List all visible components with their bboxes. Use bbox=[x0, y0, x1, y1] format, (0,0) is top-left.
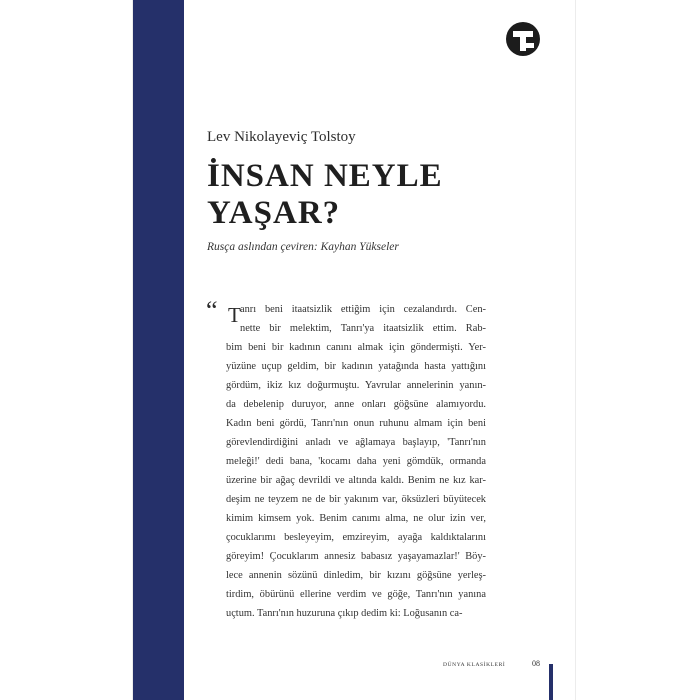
excerpt-line: uçtum. Tanrı'nın huzuruna çıkıp dedim ki: Loğusanın ca- bbox=[226, 608, 463, 619]
excerpt-line: tirdim, öbürünü ellerine verdim ve göğe, Tanrı'nın yanına bbox=[226, 589, 486, 600]
excerpt-line: görevlendirdiğini anladı ve ağlamaya başlayıp, 'Tanrı'nın bbox=[226, 437, 486, 448]
opening-quote-mark: “ bbox=[206, 296, 218, 325]
page-number: 08 bbox=[532, 659, 540, 668]
excerpt-line: üzerine bir ağaç devrildi ve altında kaldı. Benim ne kız kar- bbox=[226, 475, 486, 486]
title-line-1: İNSAN NEYLE bbox=[207, 158, 443, 194]
excerpt-line: göreyim! Çocuklarım annesiz babasız yaşayamazlar!' Böy- bbox=[226, 551, 486, 562]
title-line-2: YAŞAR? bbox=[207, 195, 341, 231]
author-name: Lev Nikolayeviç Tolstoy bbox=[207, 129, 356, 145]
excerpt-line: çocuklarımı besleyeyim, emzireyim, ayağa kaldıktalarını bbox=[226, 532, 486, 543]
cover-spine-band bbox=[133, 0, 184, 700]
excerpt-line: bim beni bir kadının canını almak için göndermişti. Yer- bbox=[226, 342, 486, 353]
translator-credit: Rusça aslından çeviren: Kayhan Yükseler bbox=[207, 241, 399, 253]
excerpt-line: nette bir melektim, Tanrı'ya itaatsizlik ettim. Rab- bbox=[240, 323, 486, 334]
excerpt-line: deşim ne teyzem ne de bir yakınım var, öksüzleri büyütecek bbox=[226, 494, 486, 505]
excerpt-line: Kadın beni gördü, Tanrı'nın onun ruhunu almam için beni bbox=[226, 418, 486, 429]
excerpt-line: da debelenip duruyor, anne onları göğsüne alamıyordu. bbox=[226, 399, 486, 410]
excerpt-line: kimim kimsem yok. Benim canımı alma, ne olur izin ver, bbox=[226, 513, 486, 524]
drop-cap: T bbox=[228, 303, 241, 327]
excerpt-text bbox=[226, 300, 486, 623]
excerpt-line: yüzüne uçup geldim, bir kadının yatağında hasta yattığını bbox=[226, 361, 486, 372]
excerpt-line: gördüm, ikiz kız doğurmuştu. Yavrular annelerinin yanın- bbox=[226, 380, 486, 391]
excerpt-line: lece annenin sözünü dinledim, bir kızını göğsüne yerleş- bbox=[226, 570, 486, 581]
excerpt-line: meleği!' dedi bana, 'kocamı daha yeni gömdük, ormanda bbox=[226, 456, 486, 467]
series-label: DÜNYA KLASİKLERİ bbox=[443, 662, 506, 668]
footer-accent-bar bbox=[549, 664, 553, 700]
book-title bbox=[207, 158, 443, 232]
excerpt-line: anrı beni itaatsizlik ettiğim için cezalandırdı. Cen- bbox=[240, 304, 486, 315]
publisher-t-logo-icon bbox=[506, 22, 540, 56]
